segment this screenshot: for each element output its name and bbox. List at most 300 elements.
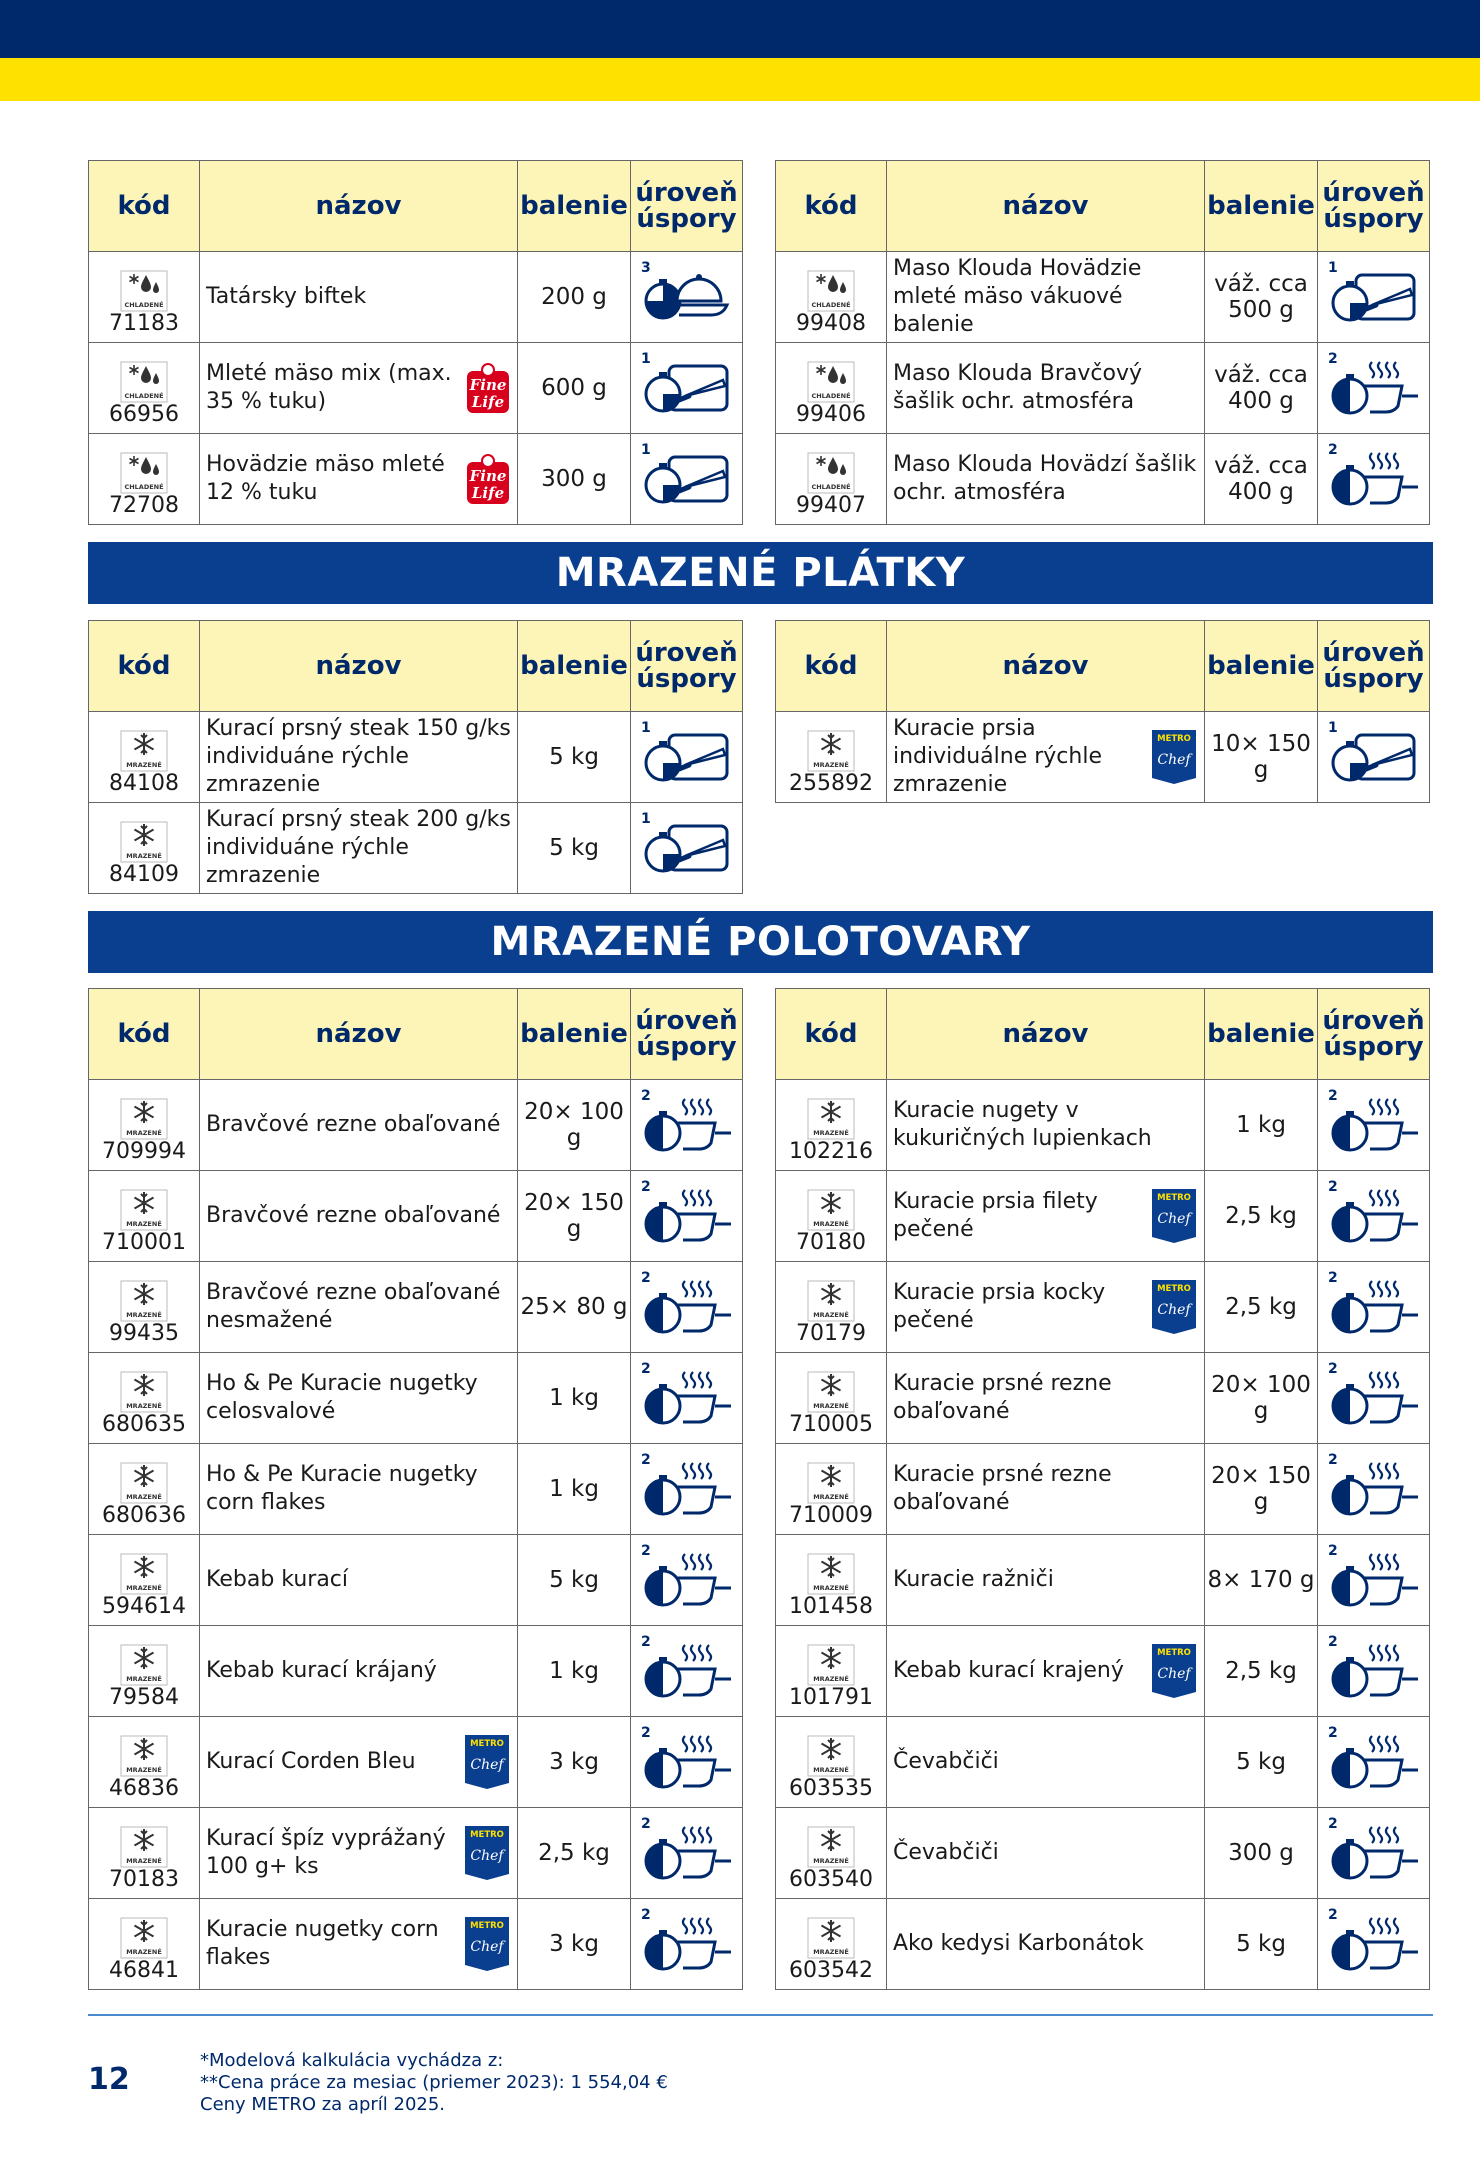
product-code-cell — [776, 1626, 887, 1717]
chilled-icon — [807, 361, 855, 403]
svg-text:Life: Life — [471, 484, 505, 502]
svg-text:Life: Life — [471, 393, 505, 411]
frozen-icon — [120, 1553, 168, 1595]
frozen-icon — [807, 730, 855, 772]
pan-icon — [639, 1366, 735, 1430]
temp-label: CHLADENÉ — [811, 301, 851, 309]
savings-level-cell — [1318, 1899, 1430, 1990]
product-code-cell — [776, 1262, 887, 1353]
product-name-cell — [887, 1717, 1205, 1808]
product-pack: 2,5 kg — [1205, 1262, 1318, 1353]
product-code-cell — [89, 1444, 200, 1535]
temp-label: MRAZENÉ — [126, 1766, 162, 1774]
product-name-cell — [200, 1899, 518, 1990]
pan-icon — [1326, 1548, 1422, 1612]
pan-icon — [639, 1548, 735, 1612]
header-blue-bar — [0, 0, 1480, 58]
product-name: Kuracie nugety v kukuričných lupienkach — [893, 1098, 1152, 1151]
product-table-right — [775, 988, 1430, 1990]
product-name: Bravčové rezne obaľované — [206, 1203, 501, 1228]
svg-text:METRO: METRO — [1157, 734, 1191, 744]
frozen-icon — [807, 1462, 855, 1504]
table-row — [89, 252, 743, 343]
product-name-cell — [200, 252, 518, 343]
product-code-cell — [776, 434, 887, 525]
product-code: 101791 — [789, 1685, 873, 1710]
col-header-name: názov — [887, 621, 1205, 712]
savings-level-cell — [631, 1444, 743, 1535]
product-code: 99408 — [796, 311, 866, 336]
frozen-icon — [120, 1917, 168, 1959]
product-pack: 20× 150 g — [1205, 1444, 1318, 1535]
table-row — [89, 1171, 743, 1262]
table-header-row — [776, 989, 1430, 1080]
frozen-icon — [807, 1189, 855, 1231]
temp-label: CHLADENÉ — [124, 483, 164, 491]
table-row — [89, 1626, 743, 1717]
chilled-icon — [807, 452, 855, 494]
product-pack: 300 g — [518, 434, 631, 525]
frozen-icon — [120, 730, 168, 772]
product-code: 99406 — [796, 402, 866, 427]
table-row — [776, 1080, 1430, 1171]
savings-level-number: 2 — [1328, 1725, 1338, 1741]
frozen-icon — [120, 1280, 168, 1322]
product-name: Ho & Pe Kuracie nugetky corn flakes — [206, 1462, 478, 1515]
product-code: 70179 — [796, 1321, 866, 1346]
savings-level-cell — [1318, 712, 1430, 803]
product-pack: 300 g — [1205, 1808, 1318, 1899]
table-row — [89, 434, 743, 525]
col-header-level: úroveň úspory — [1318, 621, 1430, 712]
product-name-cell — [887, 712, 1205, 803]
product-pack: 20× 100 g — [518, 1080, 631, 1171]
pan-icon — [639, 1730, 735, 1794]
savings-level-cell — [631, 1171, 743, 1262]
svg-text:METRO: METRO — [1157, 1648, 1191, 1658]
product-code: 603542 — [789, 1958, 873, 1983]
product-name: Kuracie ražniči — [893, 1567, 1054, 1592]
product-pack: váž. cca 400 g — [1205, 343, 1318, 434]
svg-text:METRO: METRO — [470, 1739, 504, 1749]
product-table-right — [775, 160, 1430, 525]
col-header-code: kód — [89, 161, 200, 252]
product-name-cell — [200, 1080, 518, 1171]
metro-chef-logo — [1150, 728, 1198, 786]
pan-icon — [639, 1457, 735, 1521]
section-banner-frozen-slices: MRAZENÉ PLÁTKY — [88, 542, 1433, 604]
frozen-icon — [120, 1462, 168, 1504]
col-header-level: úroveň úspory — [1318, 161, 1430, 252]
savings-level-cell — [1318, 252, 1430, 343]
header-yellow-bar — [0, 58, 1480, 101]
fine-life-logo — [465, 361, 511, 415]
footnote-line-2: **Cena práce za mesiac (priemer 2023): 1 554,04 € — [200, 2072, 668, 2093]
product-name-cell — [200, 1717, 518, 1808]
savings-level-number: 2 — [641, 1634, 651, 1650]
chilled-icon — [120, 452, 168, 494]
svg-text:METRO: METRO — [470, 1830, 504, 1840]
savings-level-number: 2 — [641, 1452, 651, 1468]
product-pack: 600 g — [518, 343, 631, 434]
metro-chef-logo — [463, 1824, 511, 1882]
product-code: 79584 — [109, 1685, 179, 1710]
product-code-cell — [776, 1899, 887, 1990]
product-code-cell — [89, 1262, 200, 1353]
savings-level-number: 2 — [1328, 1634, 1338, 1650]
col-header-name: názov — [200, 161, 518, 252]
product-code: 71183 — [109, 311, 179, 336]
savings-level-number: 2 — [641, 1725, 651, 1741]
savings-level-cell — [1318, 434, 1430, 525]
savings-level-cell — [631, 434, 743, 525]
product-name: Kebab kurací krajený — [893, 1658, 1124, 1683]
pan-icon — [1326, 1821, 1422, 1885]
product-code: 101458 — [789, 1594, 873, 1619]
table-row — [776, 1353, 1430, 1444]
product-code: 70183 — [109, 1867, 179, 1892]
savings-level-number: 2 — [1328, 1907, 1338, 1923]
table-row — [776, 1262, 1430, 1353]
product-code: 710001 — [102, 1230, 186, 1255]
product-code: 594614 — [102, 1594, 186, 1619]
product-pack: 3 kg — [518, 1899, 631, 1990]
product-name: Ako kedysi Karbonátok — [893, 1931, 1144, 1956]
product-code: 66956 — [109, 402, 179, 427]
product-code-cell — [89, 1899, 200, 1990]
product-code-cell — [776, 1808, 887, 1899]
col-header-pack: balenie — [1205, 161, 1318, 252]
product-code: 603540 — [789, 1867, 873, 1892]
product-code-cell — [89, 343, 200, 434]
product-table-left — [88, 988, 743, 1990]
temp-label: MRAZENÉ — [126, 1402, 162, 1410]
product-code-cell — [776, 1444, 887, 1535]
product-code: 84108 — [109, 771, 179, 796]
svg-text:METRO: METRO — [1157, 1284, 1191, 1294]
product-code-cell — [776, 1717, 887, 1808]
savings-level-number: 1 — [1328, 260, 1338, 276]
svg-text:Chef: Chef — [470, 1848, 504, 1864]
product-pack: 20× 150 g — [518, 1171, 631, 1262]
savings-level-number: 2 — [641, 1907, 651, 1923]
table-header-row — [89, 161, 743, 252]
frozen-icon — [807, 1280, 855, 1322]
product-code: 102216 — [789, 1139, 873, 1164]
product-table-left — [88, 160, 743, 525]
frozen-icon — [120, 1098, 168, 1140]
product-code-cell — [89, 712, 200, 803]
product-name-cell — [200, 1171, 518, 1262]
pan-icon — [1326, 1457, 1422, 1521]
product-code-cell — [776, 1353, 887, 1444]
product-pack: 5 kg — [518, 1535, 631, 1626]
pan-icon — [1326, 447, 1422, 511]
product-code: 46836 — [109, 1776, 179, 1801]
product-code-cell — [89, 1626, 200, 1717]
section-banner-frozen-semi-finished: MRAZENÉ POLOTOVARY — [88, 911, 1433, 973]
product-name: Maso Klouda Bravčový šašlik ochr. atmosféra — [893, 361, 1142, 414]
product-pack: 2,5 kg — [1205, 1171, 1318, 1262]
temp-label: MRAZENÉ — [813, 1311, 849, 1319]
pan-icon — [639, 1639, 735, 1703]
temp-label: MRAZENÉ — [813, 1493, 849, 1501]
savings-level-cell — [631, 1626, 743, 1717]
savings-level-cell — [1318, 1444, 1430, 1535]
metro-chef-logo — [463, 1915, 511, 1973]
metro-chef-logo — [1150, 1187, 1198, 1245]
col-header-level: úroveň úspory — [631, 161, 743, 252]
temp-label: MRAZENÉ — [813, 761, 849, 769]
table-row — [776, 252, 1430, 343]
product-table-right — [775, 620, 1430, 803]
temp-label: MRAZENÉ — [813, 1129, 849, 1137]
product-pack: 200 g — [518, 252, 631, 343]
savings-level-number: 1 — [641, 351, 651, 367]
savings-level-number: 2 — [1328, 1452, 1338, 1468]
product-name: Čevabčiči — [893, 1840, 999, 1865]
savings-level-cell — [631, 1899, 743, 1990]
product-name-cell — [887, 1808, 1205, 1899]
temp-label: MRAZENÉ — [813, 1402, 849, 1410]
table-row — [89, 1717, 743, 1808]
product-name: Kurací prsný steak 150 g/ks individuáne rýchle zmrazenie — [206, 716, 511, 797]
product-code-cell — [89, 252, 200, 343]
product-name-cell — [200, 712, 518, 803]
savings-level-cell — [1318, 1262, 1430, 1353]
product-pack: 5 kg — [1205, 1899, 1318, 1990]
savings-level-cell — [1318, 1353, 1430, 1444]
fine-life-logo-text: Fine — [469, 467, 507, 485]
frozen-icon — [807, 1735, 855, 1777]
temp-label: MRAZENÉ — [126, 1584, 162, 1592]
frozen-icon — [807, 1826, 855, 1868]
product-name: Maso Klouda Hovädzie mleté mäso vákuové balenie — [893, 256, 1142, 337]
table-row — [89, 1262, 743, 1353]
product-code-cell — [89, 1080, 200, 1171]
pan-icon — [1326, 356, 1422, 420]
product-name: Mleté mäso mix (max. 35 % tuku) — [206, 361, 452, 414]
product-pack: 25× 80 g — [518, 1262, 631, 1353]
frozen-icon — [807, 1917, 855, 1959]
svg-text:METRO: METRO — [470, 1921, 504, 1931]
temp-label: MRAZENÉ — [813, 1948, 849, 1956]
table-row — [89, 1535, 743, 1626]
savings-level-cell — [1318, 1535, 1430, 1626]
savings-level-number: 1 — [641, 720, 651, 736]
product-code-cell — [776, 712, 887, 803]
product-pack: 1 kg — [518, 1626, 631, 1717]
frozen-icon — [120, 1826, 168, 1868]
savings-level-number: 2 — [641, 1088, 651, 1104]
col-header-name: názov — [200, 621, 518, 712]
footnote-line-1: *Modelová kalkulácia vychádza z: — [200, 2050, 504, 2071]
chilled-icon — [120, 270, 168, 312]
product-name: Ho & Pe Kuracie nugetky celosvalové — [206, 1371, 478, 1424]
product-name: Kuracie prsia kocky pečené — [893, 1280, 1106, 1333]
table-row — [89, 712, 743, 803]
table-row — [89, 1080, 743, 1171]
savings-level-number: 2 — [641, 1270, 651, 1286]
product-code-cell — [776, 1080, 887, 1171]
table-row — [776, 343, 1430, 434]
knife-board-icon — [639, 725, 735, 789]
table-row — [776, 712, 1430, 803]
savings-level-cell — [631, 1808, 743, 1899]
product-name-cell — [200, 434, 518, 525]
product-name-cell — [200, 1444, 518, 1535]
product-name: Bravčové rezne obaľované nesmažené — [206, 1280, 501, 1333]
product-pack: 5 kg — [518, 803, 631, 894]
savings-level-cell — [631, 1080, 743, 1171]
product-pack: 20× 100 g — [1205, 1353, 1318, 1444]
product-name-cell — [200, 1353, 518, 1444]
product-name-cell — [200, 1535, 518, 1626]
knife-board-icon — [639, 356, 735, 420]
product-name: Kurací špíz vyprážaný 100 g+ ks — [206, 1826, 446, 1879]
pan-icon — [1326, 1912, 1422, 1976]
cloche-icon — [639, 265, 735, 329]
product-name-cell — [200, 1808, 518, 1899]
fine-life-logo-text: Fine — [469, 376, 507, 394]
pan-icon — [1326, 1275, 1422, 1339]
pan-icon — [639, 1093, 735, 1157]
savings-level-number: 2 — [641, 1543, 651, 1559]
product-name: Kurací Corden Bleu — [206, 1749, 416, 1774]
table-row — [89, 1353, 743, 1444]
product-code-cell — [89, 1535, 200, 1626]
product-code-cell — [89, 1353, 200, 1444]
col-header-name: názov — [887, 161, 1205, 252]
savings-level-cell — [631, 803, 743, 894]
svg-text:METRO: METRO — [1157, 1193, 1191, 1203]
metro-chef-logo — [1150, 1278, 1198, 1336]
pan-icon — [639, 1821, 735, 1885]
product-name: Kebab kurací — [206, 1567, 349, 1592]
product-code-cell — [776, 343, 887, 434]
savings-level-cell — [1318, 343, 1430, 434]
temp-label: MRAZENÉ — [813, 1857, 849, 1865]
product-code: 72708 — [109, 493, 179, 518]
table-row — [776, 1626, 1430, 1717]
product-name-cell — [887, 1535, 1205, 1626]
product-name: Čevabčiči — [893, 1749, 999, 1774]
product-code-cell — [776, 1535, 887, 1626]
svg-text:Chef: Chef — [1157, 1211, 1191, 1227]
product-name-cell — [887, 1444, 1205, 1535]
col-header-code: kód — [776, 621, 887, 712]
product-name: Maso Klouda Hovädzí šašlik ochr. atmosféra — [893, 452, 1197, 505]
product-name: Kurací prsný steak 200 g/ks individuáne rýchle zmrazenie — [206, 807, 511, 888]
temp-label: CHLADENÉ — [811, 483, 851, 491]
col-header-level: úroveň úspory — [631, 989, 743, 1080]
savings-level-number: 2 — [1328, 1270, 1338, 1286]
savings-level-cell — [631, 252, 743, 343]
product-pack: 2,5 kg — [1205, 1626, 1318, 1717]
pan-icon — [639, 1184, 735, 1248]
product-code: 710009 — [789, 1503, 873, 1528]
table-header-row — [89, 621, 743, 712]
footnote — [200, 2050, 668, 2116]
product-code-cell — [776, 252, 887, 343]
temp-label: MRAZENÉ — [126, 1493, 162, 1501]
savings-level-cell — [1318, 1717, 1430, 1808]
table-row — [776, 1717, 1430, 1808]
savings-level-number: 2 — [1328, 1088, 1338, 1104]
product-name: Kuracie nugetky corn flakes — [206, 1917, 439, 1970]
knife-board-icon — [639, 447, 735, 511]
product-code-cell — [89, 1171, 200, 1262]
product-table-left — [88, 620, 743, 894]
temp-label: MRAZENÉ — [126, 761, 162, 769]
col-header-code: kód — [89, 621, 200, 712]
frozen-icon — [807, 1553, 855, 1595]
product-code: 99407 — [796, 493, 866, 518]
temp-label: MRAZENÉ — [126, 1220, 162, 1228]
col-header-level: úroveň úspory — [1318, 989, 1430, 1080]
svg-text:Chef: Chef — [470, 1757, 504, 1773]
table-row — [776, 1535, 1430, 1626]
savings-level-number: 1 — [641, 811, 651, 827]
frozen-icon — [807, 1371, 855, 1413]
savings-level-number: 2 — [1328, 1543, 1338, 1559]
svg-text:Chef: Chef — [1157, 1666, 1191, 1682]
savings-level-cell — [631, 1717, 743, 1808]
product-code: 70180 — [796, 1230, 866, 1255]
product-name-cell — [887, 1626, 1205, 1717]
temp-label: MRAZENÉ — [126, 1857, 162, 1865]
product-code-cell — [89, 434, 200, 525]
svg-text:Chef: Chef — [470, 1939, 504, 1955]
savings-level-number: 2 — [641, 1361, 651, 1377]
pan-icon — [1326, 1093, 1422, 1157]
savings-level-cell — [1318, 1808, 1430, 1899]
pan-icon — [1326, 1730, 1422, 1794]
product-name-cell — [887, 434, 1205, 525]
frozen-icon — [120, 1189, 168, 1231]
table-row — [776, 1171, 1430, 1262]
product-code-cell — [776, 1171, 887, 1262]
product-name-cell — [887, 1262, 1205, 1353]
product-code-cell — [89, 803, 200, 894]
pan-icon — [639, 1275, 735, 1339]
savings-level-number: 2 — [1328, 351, 1338, 367]
temp-label: MRAZENÉ — [813, 1766, 849, 1774]
pan-icon — [1326, 1639, 1422, 1703]
product-pack: 1 kg — [1205, 1080, 1318, 1171]
product-name: Kebab kurací krájaný — [206, 1658, 437, 1683]
product-code: 255892 — [789, 771, 873, 796]
product-name: Kuracie prsné rezne obaľované — [893, 1371, 1112, 1424]
savings-level-number: 1 — [641, 442, 651, 458]
product-pack: 8× 170 g — [1205, 1535, 1318, 1626]
pan-icon — [1326, 1184, 1422, 1248]
table-row — [89, 343, 743, 434]
col-header-pack: balenie — [1205, 621, 1318, 712]
savings-level-cell — [1318, 1626, 1430, 1717]
temp-label: MRAZENÉ — [813, 1220, 849, 1228]
temp-label: MRAZENÉ — [813, 1584, 849, 1592]
product-code-cell — [89, 1808, 200, 1899]
savings-level-cell — [631, 1353, 743, 1444]
temp-label: MRAZENÉ — [126, 1129, 162, 1137]
col-header-pack: balenie — [518, 161, 631, 252]
table-row — [776, 434, 1430, 525]
frozen-icon — [120, 1371, 168, 1413]
product-name: Kuracie prsia individuálne rýchle zmrazenie — [893, 716, 1102, 797]
product-pack: 2,5 kg — [518, 1808, 631, 1899]
savings-level-cell — [1318, 1171, 1430, 1262]
